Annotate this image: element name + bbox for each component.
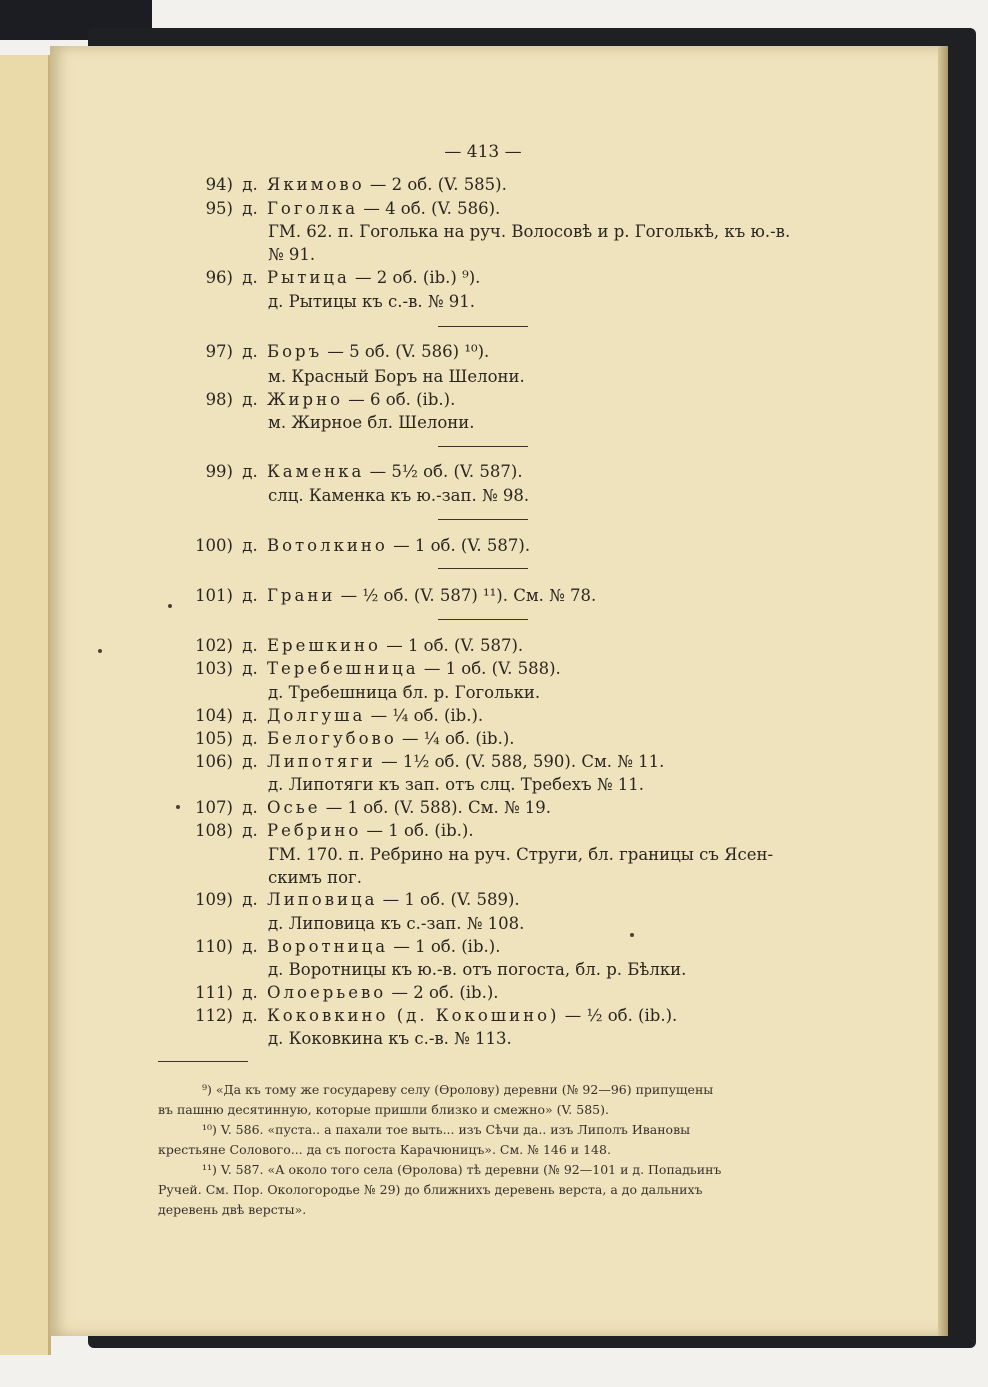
print-speck — [168, 604, 172, 608]
page-edge-right — [938, 46, 948, 1336]
entry-prefix: д. — [242, 729, 258, 748]
entry-number: 105) — [195, 729, 233, 748]
entry-detail: — 1 об. (ib.). — [361, 821, 474, 840]
entry-96 — [185, 268, 825, 287]
page-number: — 413 — — [444, 142, 522, 162]
section-divider — [438, 446, 528, 447]
entry-detail: — 4 об. (V. 586). — [358, 199, 501, 218]
entry-number: 100) — [195, 536, 233, 555]
entry-98 — [185, 390, 825, 409]
entry-number: 110) — [195, 937, 233, 956]
entry-109 — [185, 890, 825, 909]
section-divider — [438, 326, 528, 327]
entry-prefix: д. — [242, 390, 258, 409]
entry-106 — [185, 752, 825, 771]
entry-number: 99) — [205, 462, 233, 481]
entry-number: 98) — [205, 390, 233, 409]
entry-note: д. Липотяги къ зап. отъ слц. Требехъ № 11. — [268, 775, 644, 794]
entry-note: д. Коковкина къ с.-в. № 113. — [268, 1029, 512, 1048]
section-divider — [438, 568, 528, 569]
entry-number: 103) — [195, 659, 233, 678]
entry-detail: — 1 об. (V. 587). — [380, 636, 524, 655]
entry-detail: — 5 об. (V. 586) ¹⁰). — [322, 342, 490, 361]
footnote-divider — [158, 1061, 248, 1062]
entry-name: Теребешница — [267, 659, 419, 678]
entry-detail: — ½ об. (V. 587) ¹¹). См. № 78. — [335, 586, 597, 605]
entry-111 — [185, 983, 825, 1002]
entry-104 — [185, 706, 825, 725]
entry-prefix: д. — [242, 342, 258, 361]
entry-number: 97) — [205, 342, 233, 361]
entry-name: Вотолкино — [267, 536, 388, 555]
entry-note: слц. Каменка къ ю.-зап. № 98. — [268, 486, 530, 505]
entry-number: 104) — [195, 706, 233, 725]
entry-prefix: д. — [242, 937, 258, 956]
entry-100 — [185, 536, 825, 555]
entry-detail: — 1 об. (V. 587). — [387, 536, 531, 555]
entry-prefix: д. — [242, 536, 258, 555]
entry-name: Долгуша — [267, 706, 366, 725]
entry-note: д. Требешница бл. р. Гогольки. — [268, 683, 541, 702]
entry-name: Якимово — [267, 175, 365, 194]
entry-110 — [185, 937, 825, 956]
entry-detail: — 1 об. (V. 589). — [377, 890, 520, 909]
entry-prefix: д. — [242, 199, 258, 218]
entry-name: Гоголка — [267, 199, 359, 218]
entry-detail: — 5½ об. (V. 587). — [364, 462, 523, 481]
footnote-10-continued: крестьяне Солового... да съ погоста Карачюницъ». См. № 146 и 148. — [158, 1142, 611, 1157]
entry-number: 95) — [205, 199, 233, 218]
entry-name: Ерешкино — [267, 636, 381, 655]
entry-number: 106) — [195, 752, 233, 771]
entry-number: 111) — [195, 983, 233, 1002]
entry-detail: — 1 об. (ib.). — [388, 937, 501, 956]
entry-name: Боръ — [267, 342, 323, 361]
entry-prefix: д. — [242, 636, 258, 655]
entry-name: Грани — [267, 586, 336, 605]
entry-note: д. Рытицы къ с.-в. № 91. — [268, 292, 475, 311]
entry-99 — [185, 462, 825, 481]
entry-detail: — 1 об. (V. 588). — [418, 659, 561, 678]
entry-name: Липотяги — [267, 752, 376, 771]
entry-prefix: д. — [242, 706, 258, 725]
entry-note: ГМ. 62. п. Гоголька на руч. Волосовѣ и р. Гоголькѣ, къ ю.-в. — [268, 222, 791, 241]
entry-number: 109) — [195, 890, 233, 909]
entry-name: Воротница — [267, 937, 389, 956]
entry-number: 101) — [195, 586, 233, 605]
entry-note: ГМ. 170. п. Ребрино на руч. Струги, бл. границы съ Ясен- — [268, 845, 774, 864]
entry-prefix: д. — [242, 983, 258, 1002]
left-page-edge — [0, 55, 51, 1355]
entry-prefix: д. — [242, 175, 258, 194]
entry-name: Осье — [267, 798, 321, 817]
entry-112 — [185, 1006, 825, 1025]
footnote-9: ⁹) «Да къ тому же государеву селу (Ѳролову) деревни (№ 92—96) припущены — [202, 1082, 714, 1097]
entry-101 — [185, 586, 825, 605]
entry-95 — [185, 199, 825, 218]
footnote-11: ¹¹) V. 587. «А около того села (Ѳролова) тѣ деревни (№ 92—101 и д. Попадьинъ — [202, 1162, 722, 1177]
print-speck — [630, 933, 634, 937]
entry-prefix: д. — [242, 462, 258, 481]
entry-note: м. Жирное бл. Шелони. — [268, 413, 475, 432]
entry-prefix: д. — [242, 798, 258, 817]
entry-prefix: д. — [242, 268, 258, 287]
entry-prefix: д. — [242, 586, 258, 605]
entry-prefix: д. — [242, 752, 258, 771]
print-speck — [176, 805, 180, 809]
entry-note: д. Липовица къ с.-зап. № 108. — [268, 914, 525, 933]
entry-number: 96) — [205, 268, 233, 287]
print-speck — [98, 649, 102, 653]
entry-detail: — 2 об. (ib.) ⁹). — [349, 268, 481, 287]
entry-name: Жирно — [267, 390, 344, 409]
entry-105 — [185, 729, 825, 748]
entry-prefix: д. — [242, 1006, 258, 1025]
entry-prefix: д. — [242, 659, 258, 678]
entry-detail: — 1½ об. (V. 588, 590). См. № 11. — [375, 752, 665, 771]
entry-name: Коковкино (д. Кокошино) — [267, 1006, 560, 1025]
entry-detail: — 2 об. (V. 585). — [364, 175, 507, 194]
entry-name: Каменка — [267, 462, 365, 481]
section-divider — [438, 519, 528, 520]
entry-detail: — 6 об. (ib.). — [343, 390, 456, 409]
entry-108 — [185, 821, 825, 840]
entry-name: Белогубово — [267, 729, 397, 748]
entry-number: 107) — [195, 798, 233, 817]
entry-number: 102) — [195, 636, 233, 655]
entry-detail: — ¼ об. (ib.). — [365, 706, 484, 725]
entry-name: Рытица — [267, 268, 350, 287]
entry-prefix: д. — [242, 890, 258, 909]
entry-103 — [185, 659, 825, 678]
entry-number: 94) — [205, 175, 233, 194]
entry-prefix: д. — [242, 821, 258, 840]
entry-102 — [185, 636, 825, 655]
entry-detail: — ½ об. (ib.). — [559, 1006, 678, 1025]
entry-107 — [185, 798, 825, 817]
section-divider — [438, 619, 528, 620]
entry-detail: — 2 об. (ib.). — [386, 983, 499, 1002]
entry-94 — [185, 175, 825, 194]
entry-note: скимъ пог. — [268, 868, 362, 887]
entry-detail: — ¼ об. (ib.). — [396, 729, 515, 748]
entry-number: 108) — [195, 821, 233, 840]
entry-name: Олоерьево — [267, 983, 387, 1002]
entry-detail: — 1 об. (V. 588). См. № 19. — [320, 798, 552, 817]
entry-number: 112) — [195, 1006, 233, 1025]
entry-name: Липовица — [267, 890, 378, 909]
footnote-10: ¹⁰) V. 586. «пуста.. а пахали тое выть... изъ Сѣчи да.. изъ Липолъ Ивановы — [202, 1122, 691, 1137]
entry-note: м. Красный Боръ на Шелони. — [268, 367, 525, 386]
footnote-9-continued: въ пашню десятинную, которые пришли близко и смежно» (V. 585). — [158, 1102, 609, 1117]
footnote-11-end: деревень двѣ версты». — [158, 1202, 307, 1217]
entry-name: Ребрино — [267, 821, 362, 840]
footnote-11-continued: Ручей. См. Пор. Окологородье № 29) до ближнихъ деревень верста, а до дальнихъ — [158, 1182, 703, 1197]
entry-97 — [185, 342, 825, 361]
entry-note: № 91. — [268, 245, 316, 264]
entry-note: д. Воротницы къ ю.-в. отъ погоста, бл. р. Бѣлки. — [268, 960, 687, 979]
